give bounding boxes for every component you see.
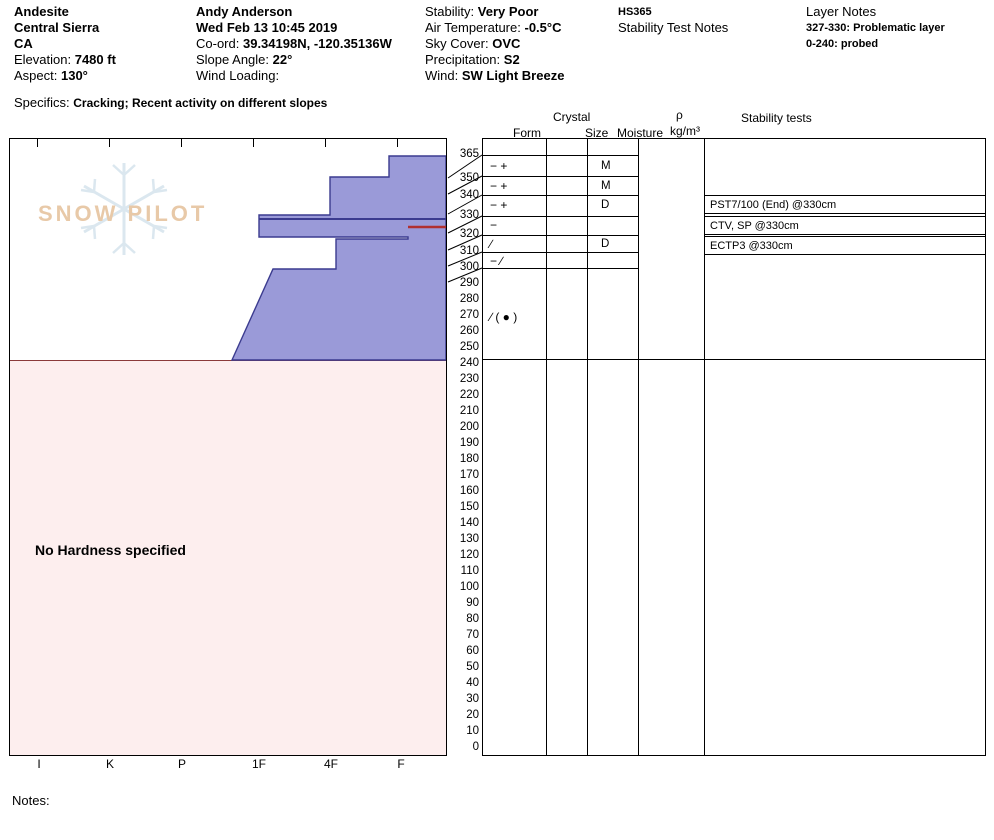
coordinates-value: 39.34198N, -120.35136W — [242, 36, 392, 51]
moisture-column-title: Moisture — [617, 126, 664, 140]
hardness-label-i: I — [37, 757, 41, 771]
density-column — [638, 138, 705, 756]
hardness-label-1f: 1F — [251, 757, 267, 771]
sky-cover-label: Sky Cover: — [425, 36, 489, 51]
depth-label-140: 140 — [459, 517, 479, 529]
air-temperature-label: Air Temperature: — [425, 20, 521, 35]
hardness-label-4f: 4F — [323, 757, 339, 771]
stability-test-notes-title: Stability Test Notes — [618, 20, 729, 35]
watermark-text: SNOW PILOT — [38, 201, 208, 226]
wind-label: Wind: — [425, 68, 459, 83]
wind-row — [425, 68, 655, 84]
site-name: Andesite — [14, 4, 69, 19]
coordinates-label: Co-ord: — [196, 36, 240, 51]
layer-note-2: 0-240: probed — [806, 38, 879, 50]
stability-test-label-3: ECTP3 @330cm — [710, 240, 793, 252]
precipitation-row — [425, 52, 655, 68]
form-cell-7: ∕ ( ● ) — [490, 310, 518, 324]
precipitation-value: S2 — [503, 52, 520, 67]
size-column — [546, 138, 588, 756]
header-hs-column — [618, 4, 798, 36]
hardness-label-p: P — [177, 757, 187, 771]
depth-label-350: 350 — [459, 172, 479, 184]
hardness-label-k: K — [105, 757, 115, 771]
snow-profile-graph — [9, 138, 447, 756]
depth-label-180: 180 — [459, 453, 479, 465]
form-cell-2: − + — [490, 179, 508, 193]
stability-test-row-2[interactable] — [705, 216, 985, 235]
depth-label-60: 60 — [466, 645, 479, 657]
specifics-label: Specifics: — [14, 95, 70, 110]
stability-label: Stability: — [425, 4, 475, 19]
depth-label-365: 365 — [459, 148, 479, 160]
depth-label-120: 120 — [459, 549, 479, 561]
layer-note-1: 327-330: Problematic layer — [806, 22, 945, 34]
form-column-title: Form — [513, 126, 541, 140]
specifics-value: Cracking; Recent activity on different slopes — [73, 96, 328, 110]
layer-divider-240 — [482, 359, 986, 360]
stability-test-label-2: CTV, SP @330cm — [710, 220, 799, 232]
depth-label-280: 280 — [459, 293, 479, 305]
depth-label-100: 100 — [459, 581, 479, 593]
depth-label-170: 170 — [459, 469, 479, 481]
density-units-title: kg/m³ — [670, 124, 700, 138]
slope-angle-row — [196, 52, 436, 68]
header-layer-notes-column — [806, 4, 992, 52]
depth-label-340: 340 — [459, 189, 479, 201]
header-location-column — [14, 4, 184, 84]
precipitation-label: Precipitation: — [425, 52, 501, 67]
header-observer-column — [196, 4, 436, 84]
form-cell-1: − + — [490, 159, 508, 173]
elevation-row — [14, 52, 184, 68]
site-region: Central Sierra — [14, 20, 100, 35]
air-temperature-value: -0.5°C — [524, 20, 562, 35]
sky-cover-value: OVC — [492, 36, 521, 51]
coordinates-row — [196, 36, 436, 52]
depth-label-220: 220 — [459, 389, 479, 401]
depth-label-0: 0 — [472, 741, 479, 753]
stability-tests-column-title: Stability tests — [741, 111, 812, 125]
depth-label-330: 330 — [459, 209, 479, 221]
depth-label-290: 290 — [459, 277, 479, 289]
depth-label-260: 260 — [459, 325, 479, 337]
layer-notes-title: Layer Notes — [806, 4, 877, 19]
depth-label-40: 40 — [466, 677, 479, 689]
aspect-label: Aspect: — [14, 68, 58, 83]
depth-label-110: 110 — [460, 565, 479, 577]
depth-label-240: 240 — [459, 357, 479, 369]
sky-cover-row — [425, 36, 655, 52]
density-symbol-title: ρ — [676, 108, 683, 122]
depth-label-230: 230 — [459, 373, 479, 385]
elevation-value: 7480 ft — [74, 52, 116, 67]
header — [0, 0, 994, 118]
depth-label-150: 150 — [459, 501, 479, 513]
stability-test-row-3[interactable] — [705, 236, 985, 255]
form-cell-4: − — [490, 218, 498, 232]
depth-label-320: 320 — [459, 228, 479, 240]
depth-label-80: 80 — [466, 613, 479, 625]
moisture-cell-5: D — [601, 238, 610, 250]
hardness-label-f: F — [397, 757, 405, 771]
elevation-label: Elevation: — [14, 52, 72, 67]
slope-angle-label: Slope Angle: — [196, 52, 270, 67]
observation-datetime: Wed Feb 13 10:45 2019 — [196, 20, 338, 35]
notes-label: Notes: — [12, 793, 50, 808]
moisture-column — [587, 138, 639, 756]
depth-label-190: 190 — [459, 437, 479, 449]
crystal-column-title: Crystal — [553, 110, 591, 124]
specifics-row — [14, 95, 327, 110]
depth-label-20: 20 — [466, 709, 479, 721]
stability-test-label-1: PST7/100 (End) @330cm — [710, 199, 837, 211]
moisture-cell-1: M — [601, 160, 611, 172]
no-hardness-label: No Hardness specified — [35, 542, 186, 558]
depth-label-70: 70 — [466, 629, 479, 641]
depth-label-200: 200 — [459, 421, 479, 433]
aspect-row — [14, 68, 184, 84]
stability-test-row-1[interactable] — [705, 195, 985, 214]
depth-label-270: 270 — [459, 309, 479, 321]
slope-angle-value: 22° — [272, 52, 293, 67]
size-column-title: Size — [585, 126, 609, 140]
hardness-axis — [9, 757, 447, 773]
moisture-cell-3: D — [601, 199, 610, 211]
depth-label-10: 10 — [466, 725, 479, 737]
form-cell-5: ∕ — [490, 237, 493, 251]
depth-label-90: 90 — [466, 597, 479, 609]
depth-label-160: 160 — [459, 485, 479, 497]
depth-label-210: 210 — [459, 405, 479, 417]
observer-name: Andy Anderson — [196, 4, 293, 19]
wind-loading-row — [196, 68, 436, 84]
moisture-cell-2: M — [601, 180, 611, 192]
depth-label-130: 130 — [459, 533, 479, 545]
depth-label-300: 300 — [459, 261, 479, 273]
form-cell-3: − + — [490, 198, 508, 212]
depth-label-250: 250 — [459, 341, 479, 353]
aspect-value: 130° — [60, 68, 88, 83]
depth-label-310: 310 — [459, 245, 479, 257]
stability-value: Very Poor — [477, 4, 539, 19]
layer-attributes-grid — [482, 138, 986, 756]
wind-value: SW Light Breeze — [461, 68, 565, 83]
hs-value: HS365 — [618, 6, 652, 18]
depth-label-50: 50 — [466, 661, 479, 673]
form-cell-6: − ∕ — [490, 254, 503, 268]
site-state: CA — [14, 36, 33, 51]
wind-loading-label: Wind Loading: — [196, 68, 280, 83]
depth-label-30: 30 — [466, 693, 479, 705]
